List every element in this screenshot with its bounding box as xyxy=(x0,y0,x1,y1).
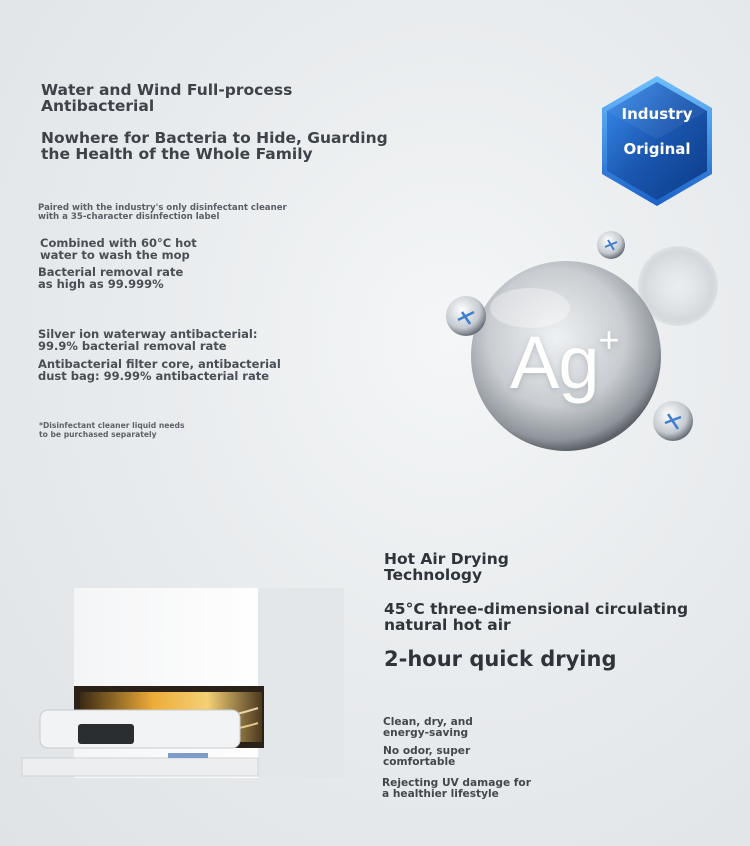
quick-drying-headline: 2-hour quick drying xyxy=(384,647,617,671)
circulating-air-headline: 45°C three-dimensional circulating natural hot air xyxy=(384,600,689,635)
uv-protection-point: Rejecting UV damage for a healthier lifestyle xyxy=(382,777,531,801)
robot-base-station-icon xyxy=(18,588,348,788)
antibacterial-headline: Water and Wind Full-process Antibacterial xyxy=(41,81,293,116)
bacteria-hide-headline: Nowhere for Bacteria to Hide, Guarding the Health of the Whole Family xyxy=(41,129,388,164)
base-station-image xyxy=(18,588,348,788)
no-odor-point: No odor, super comfortable xyxy=(383,745,471,769)
ag-superscript: + xyxy=(598,319,619,361)
hot-air-drying-headline: Hot Air Drying Technology xyxy=(384,550,509,585)
ag-symbol: Ag xyxy=(510,321,599,404)
footnote: *Disinfectant cleaner liquid needs to be purchased separately xyxy=(39,421,185,439)
removal-rate-point: Bacterial removal rate as high as 99.999% xyxy=(38,265,184,292)
disinfectant-intro: Paired with the industry's only disinfectant cleaner with a 35-character disinfection label xyxy=(38,203,287,223)
silver-ion-point: Silver ion waterway antibacterial: 99.9% bacterial removal rate xyxy=(38,327,258,354)
filter-core-point: Antibacterial filter core, antibacterial dust bag: 99.99% antibacterial rate xyxy=(38,357,281,384)
hot-water-point: Combined with 60°C hot water to wash the mop xyxy=(40,236,197,263)
silver-ion-symbol xyxy=(510,320,619,405)
badge-line1: Industry xyxy=(621,105,693,123)
energy-saving-point: Clean, dry, and energy-saving xyxy=(383,716,473,740)
industry-original-badge xyxy=(598,73,716,209)
badge-line2: Original xyxy=(623,140,691,158)
silver-ion-sphere xyxy=(440,228,730,458)
